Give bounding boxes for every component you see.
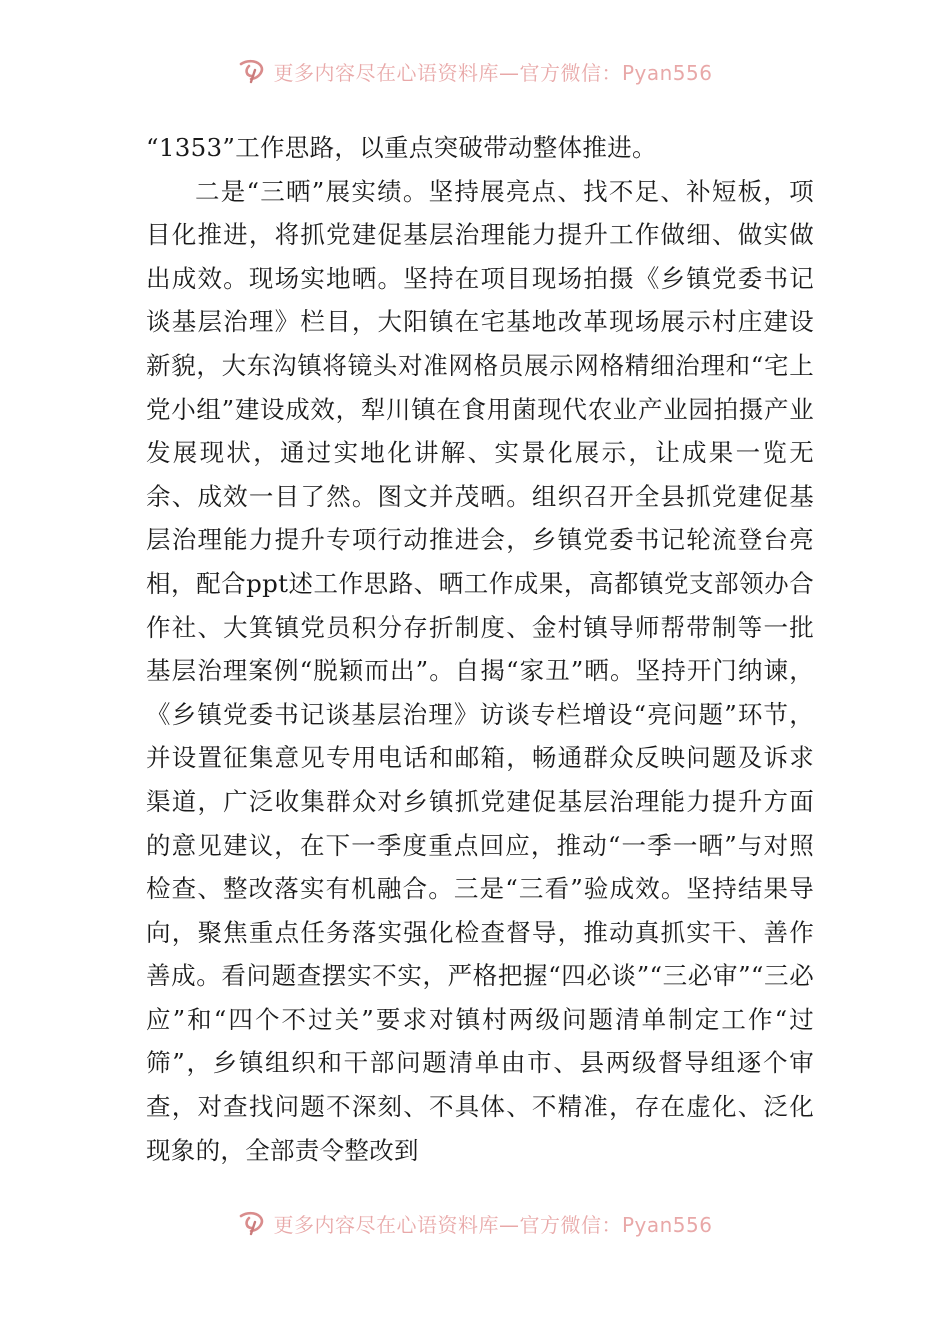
watermark-logo-icon xyxy=(237,58,267,84)
paragraph-2: 二是“三晒”展实绩。坚持展亮点、找不足、补短板，项目化推进，将抓党建促基层治理能力提升工作做细、做实做出成效。现场实地晒。坚持在项目现场拍摄《乡镇党委书记谈基层治理》栏目，大阳镇在宅基地改革现场展示村庄建设新貌，大东沟镇将镜头对准网格员展示网格精细治理和“宅上党小组”建设成效，犁川镇在食用菌现代农业产业园拍摄产业发展现状，通过实地化讲解、实景化展示，让成果一览无余、成效一目了然。图文并茂晒。组织召开全县抓党建促基层治理能力提升专项行动推进会，乡镇党委书记轮流登台亮相，配合ppt述工作思路、晒工作成果，高都镇党支部领办合作社、大箕镇党员积分存折制度、金村镇导师帮带制等一批基层治理案例“脱颖而出”。自揭“家丑”晒。坚持开门纳谏，《乡镇党委书记谈基层治理》访谈专栏增设“亮问题”环节，并设置征集意见专用电话和邮箱，畅通群众反映问题及诉求渠道，广泛收集群众对乡镇抓党建促基层治理能力提升方面的意见建议，在下一季度重点回应，推动“一季一晒”与对照检查、整改落实有机融合。三是“三看”验成效。坚持结果导向，聚焦重点任务落实强化检查督导，推动真抓实干、善作善成。看问题查摆实不实，严格把握“四必谈”“三必审”“三必应”和“四个不过关”要求对镇村两级问题清单制定工作“过筛”，乡镇组织和干部问题清单由市、县两级督导组逐个审查，对查找问题不深刻、不具体、不精准，存在虚化、泛化现象的，全部责令整改到 xyxy=(146,176,814,1165)
document-body xyxy=(146,126,814,1172)
watermark-text: 更多内容尽在心语资料库—官方微信：Pyan556 xyxy=(273,1212,713,1237)
paragraph-1: “1353”工作思路，以重点突破带动整体推进。 xyxy=(146,133,657,162)
footer-watermark xyxy=(0,1206,950,1240)
header-watermark xyxy=(0,54,950,88)
watermark-text: 更多内容尽在心语资料库—官方微信：Pyan556 xyxy=(273,60,713,85)
watermark-logo-icon xyxy=(237,1210,267,1236)
